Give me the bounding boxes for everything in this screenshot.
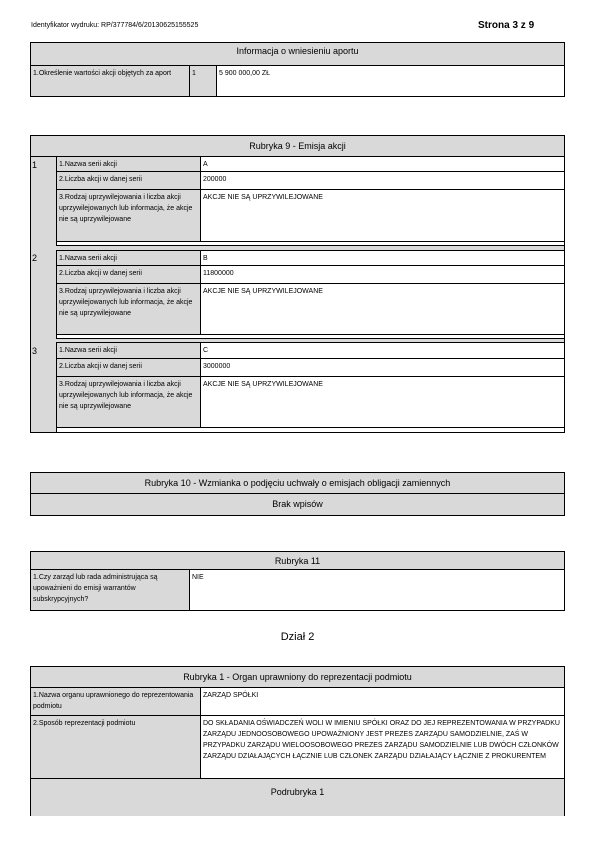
- series-kind-label: 3.Rodzaj uprzywilejowania i liczba akcji uprzywilejowanych lub informacja, że akcje nie są uprzywilejowane: [56, 283, 201, 335]
- print-identifier: Identyfikator wydruku: RP/377784/6/20130625155525: [31, 22, 199, 29]
- series-name-label: 1.Nazwa serii akcji: [56, 156, 201, 172]
- series-count-label: 2.Liczba akcji w danej serii: [56, 171, 201, 190]
- subsection-title: Podrubryka 1: [270, 787, 325, 797]
- series-name-label: 1.Nazwa serii akcji: [56, 250, 201, 266]
- rubryka11-label: 1.Czy zarząd lub rada administrująca są upoważnieni do emisji warrantów subskrypcyjnych?: [30, 569, 190, 611]
- series-name-label: 1.Nazwa serii akcji: [56, 342, 201, 359]
- rubryka1-title: Rubryka 1 - Organ uprawniony do reprezentacji podmiotu: [183, 672, 412, 682]
- method-label: 2.Sposób reprezentacji podmiotu: [30, 715, 201, 779]
- method-value: DO SKŁADANIA OŚWIADCZEŃ WOLI W IMIENIU SPÓŁKI ORAZ DO JEJ REPREZENTOWANIA W PRZYPADKU ZARZĄDU JEDNOOSOBOWEGO UPOWAŻNIONY JEST PREZES ZARZĄDU SAMODZIELNIE, ZAŚ W PRZYPADKU ZARZĄDU WIELOOSOBOWEGO PREZES ZARZĄDU SAMODZIELNIE LUB DWÓCH CZŁONKÓW ZARZĄDU DZIAŁAJĄCYCH ŁĄCZNIE LUB CZŁONEK ZARZĄDU DZIAŁAJĄCY ŁĄCZNIE Z PROKURENTEM: [200, 715, 565, 779]
- series-kind-value: AKCJE NIE SĄ UPRZYWILEJOWANE: [200, 283, 565, 335]
- series-count-label: 2.Liczba akcji w danej serii: [56, 358, 201, 377]
- series-count-value: 11800000: [200, 265, 565, 284]
- aport-value: 5 900 000,00 ZŁ: [216, 65, 565, 97]
- series-kind-label: 3.Rodzaj uprzywilejowania i liczba akcji uprzywilejowanych lub informacja, że akcje nie są uprzywilejowane: [56, 189, 201, 242]
- series-count-value: 200000: [200, 171, 565, 190]
- rubryka9-title: Rubryka 9 - Emisja akcji: [249, 141, 346, 151]
- aport-title: Informacja o wniesieniu aportu: [236, 46, 359, 56]
- series-number: 1: [32, 160, 38, 170]
- series-name-value: C: [200, 342, 565, 359]
- series-kind-value: AKCJE NIE SĄ UPRZYWILEJOWANE: [200, 376, 565, 428]
- page-number: Strona 3 z 9: [478, 20, 535, 31]
- series-kind-label: 3.Rodzaj uprzywilejowania i liczba akcji uprzywilejowanych lub informacja, że akcje nie są uprzywilejowane: [56, 376, 201, 428]
- rubryka10-empty: Brak wpisów: [272, 499, 323, 509]
- series-name-value: A: [200, 156, 565, 172]
- organ-value: ZARZĄD SPÓŁKI: [200, 687, 565, 716]
- series-count-label: 2.Liczba akcji w danej serii: [56, 265, 201, 284]
- rubryka11-value: NIE: [189, 569, 565, 611]
- series-number: 3: [32, 346, 38, 356]
- rubryka11-title: Rubryka 11: [274, 556, 321, 566]
- aport-label: 1.Określenie wartości akcji objętych za aport: [30, 65, 190, 97]
- section-heading: Dział 2: [280, 631, 315, 643]
- series-kind-value: AKCJE NIE SĄ UPRZYWILEJOWANE: [200, 189, 565, 242]
- rubryka10-title: Rubryka 10 - Wzmianka o podjęciu uchwały o emisjach obligacji zamiennych: [144, 478, 451, 488]
- series-name-value: B: [200, 250, 565, 266]
- organ-label: 1.Nazwa organu uprawnionego do reprezentowania podmiotu: [30, 687, 201, 716]
- series-count-value: 3000000: [200, 358, 565, 377]
- series-number: 2: [32, 253, 38, 263]
- aport-index: 1: [189, 65, 217, 97]
